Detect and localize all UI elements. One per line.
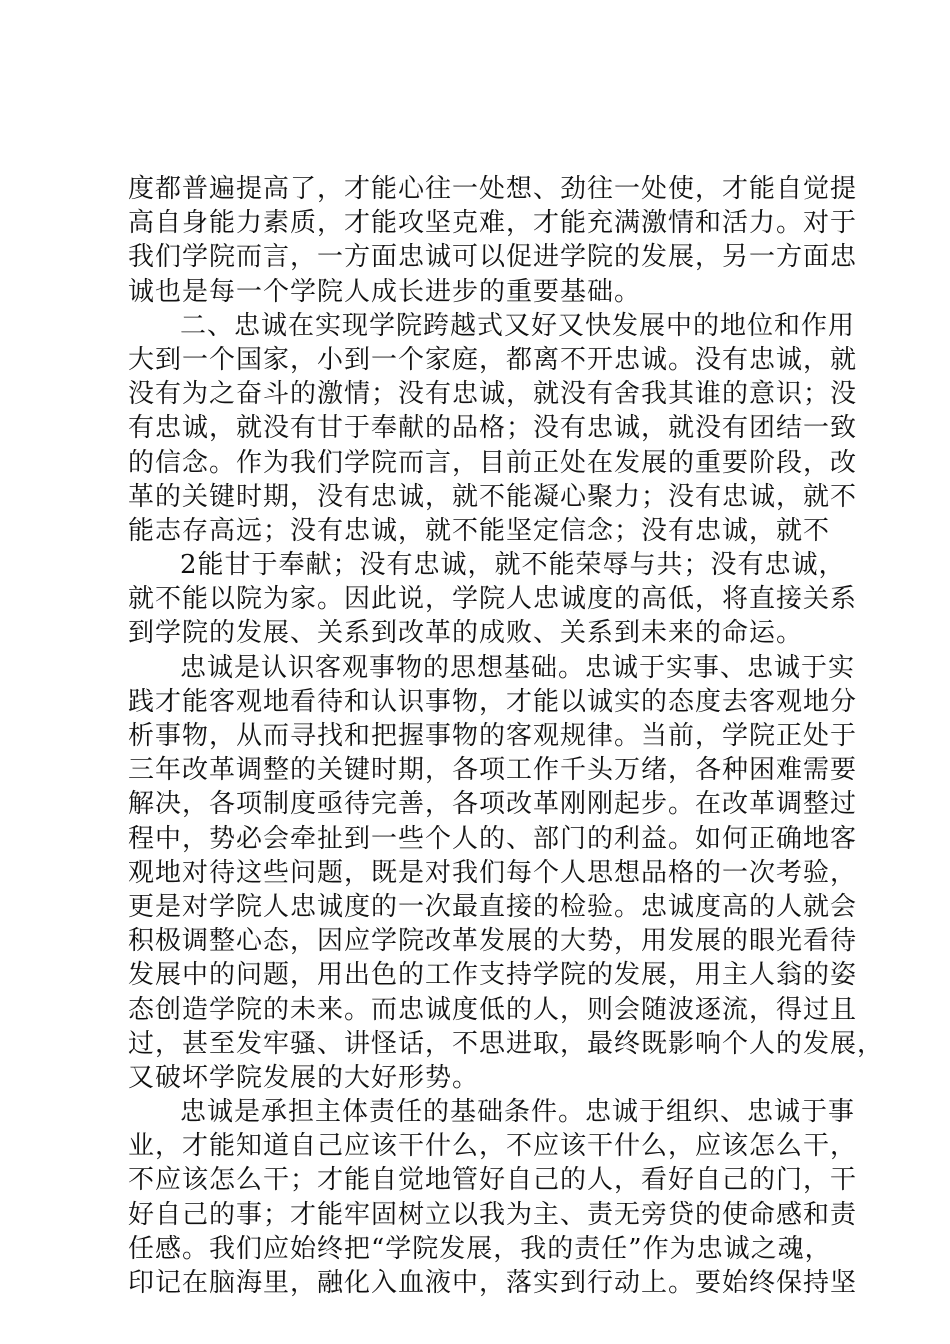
text-line: 过，甚至发牢骚、讲怪话，不思进取，最终既影响个人的发展， (128, 1028, 885, 1059)
document-body (128, 172, 885, 1300)
text-line: 大到一个国家，小到一个家庭，都离不开忠诚。没有忠诚，就 (128, 344, 858, 375)
text-line: 析事物，从而寻找和把握事物的客观规律。当前，学院正处于 (128, 721, 858, 751)
text-line: 业，才能知道自己应该干什么，不应该干什么，应该怎么干， (128, 1131, 858, 1162)
text-line: 就不能以院为家。因此说，学院人忠诚度的高低，将直接关系 (128, 584, 858, 615)
text-line: 我们学院而言，一方面忠诚可以促进学院的发展，另一方面忠 (128, 242, 858, 273)
text-line: 没有为之奋斗的激情；没有忠诚，就没有舍我其谁的意识；没 (128, 379, 858, 410)
text-line: 到学院的发展、关系到改革的成败、关系到未来的命运。 (128, 618, 804, 649)
text-line: 解决，各项制度亟待完善，各项改革刚刚起步。在改革调整过 (128, 789, 858, 820)
text-line: 又破坏学院发展的大好形势。 (128, 1062, 480, 1093)
text-line: 更是对学院人忠诚度的一次最直接的检验。忠诚度高的人就会 (128, 891, 858, 922)
text-line: 积极调整心态，因应学院改革发展的大势，用发展的眼光看待 (128, 926, 858, 957)
text-line: 任感。我们应始终把“学院发展，我的责任”作为忠诚之魂， (128, 1233, 832, 1264)
text-line: 印记在脑海里，融化入血液中，落实到行动上。要始终保持坚 (128, 1268, 858, 1298)
text-line: 能志存高远；没有忠诚，就不能坚定信念；没有忠诚，就不 (128, 515, 831, 546)
text-line: 度都普遍提高了，才能心往一处想、劲往一处使，才能自觉提 (128, 174, 858, 204)
text-line: 不应该怎么干；才能自觉地管好自己的人，看好自己的门，干 (128, 1165, 858, 1196)
text-line: 发展中的问题，用出色的工作支持学院的发展，用主人翁的姿 (128, 960, 858, 991)
text-line: 程中，势必会牵扯到一些个人的、部门的利益。如何正确地客 (128, 823, 858, 854)
text-line: 有忠诚，就没有甘于奉献的品格；没有忠诚，就没有团结一致 (128, 413, 858, 444)
text-line: 高自身能力素质，才能攻坚克难，才能充满激情和活力。对于 (128, 208, 858, 239)
section-heading: 二、忠诚在实现学院跨越式又好又快发展中的地位和作用 (180, 310, 856, 341)
text-line: 的信念。作为我们学院而言，目前正处在发展的重要阶段，改 (128, 447, 858, 478)
text-line: 诚也是每一个学院人成长进步的重要基础。 (128, 276, 642, 307)
text-line: 践才能客观地看待和认识事物，才能以诚实的态度去客观地分 (128, 686, 858, 717)
paragraph-start-line: 忠诚是认识客观事物的思想基础。忠诚于实事、忠诚于实 (180, 652, 856, 683)
paragraph-start-line: 忠诚是承担主体责任的基础条件。忠诚于组织、忠诚于事 (180, 1097, 856, 1128)
text-line: 好自己的事；才能牢固树立以我为主、责无旁贷的使命感和责 (128, 1199, 858, 1230)
text-line: 观地对待这些问题，既是对我们每个人思想品格的一次考验， (128, 857, 858, 888)
text-line: 三年改革调整的关键时期，各项工作千头万绪，各种困难需要 (128, 755, 858, 786)
text-line: 2能甘于奉献；没有忠诚，就不能荣辱与共；没有忠诚， (180, 550, 846, 581)
text-line: 态创造学院的未来。而忠诚度低的人，则会随波逐流，得过且 (128, 994, 858, 1025)
text-line: 革的关键时期，没有忠诚，就不能凝心聚力；没有忠诚，就不 (128, 481, 858, 512)
